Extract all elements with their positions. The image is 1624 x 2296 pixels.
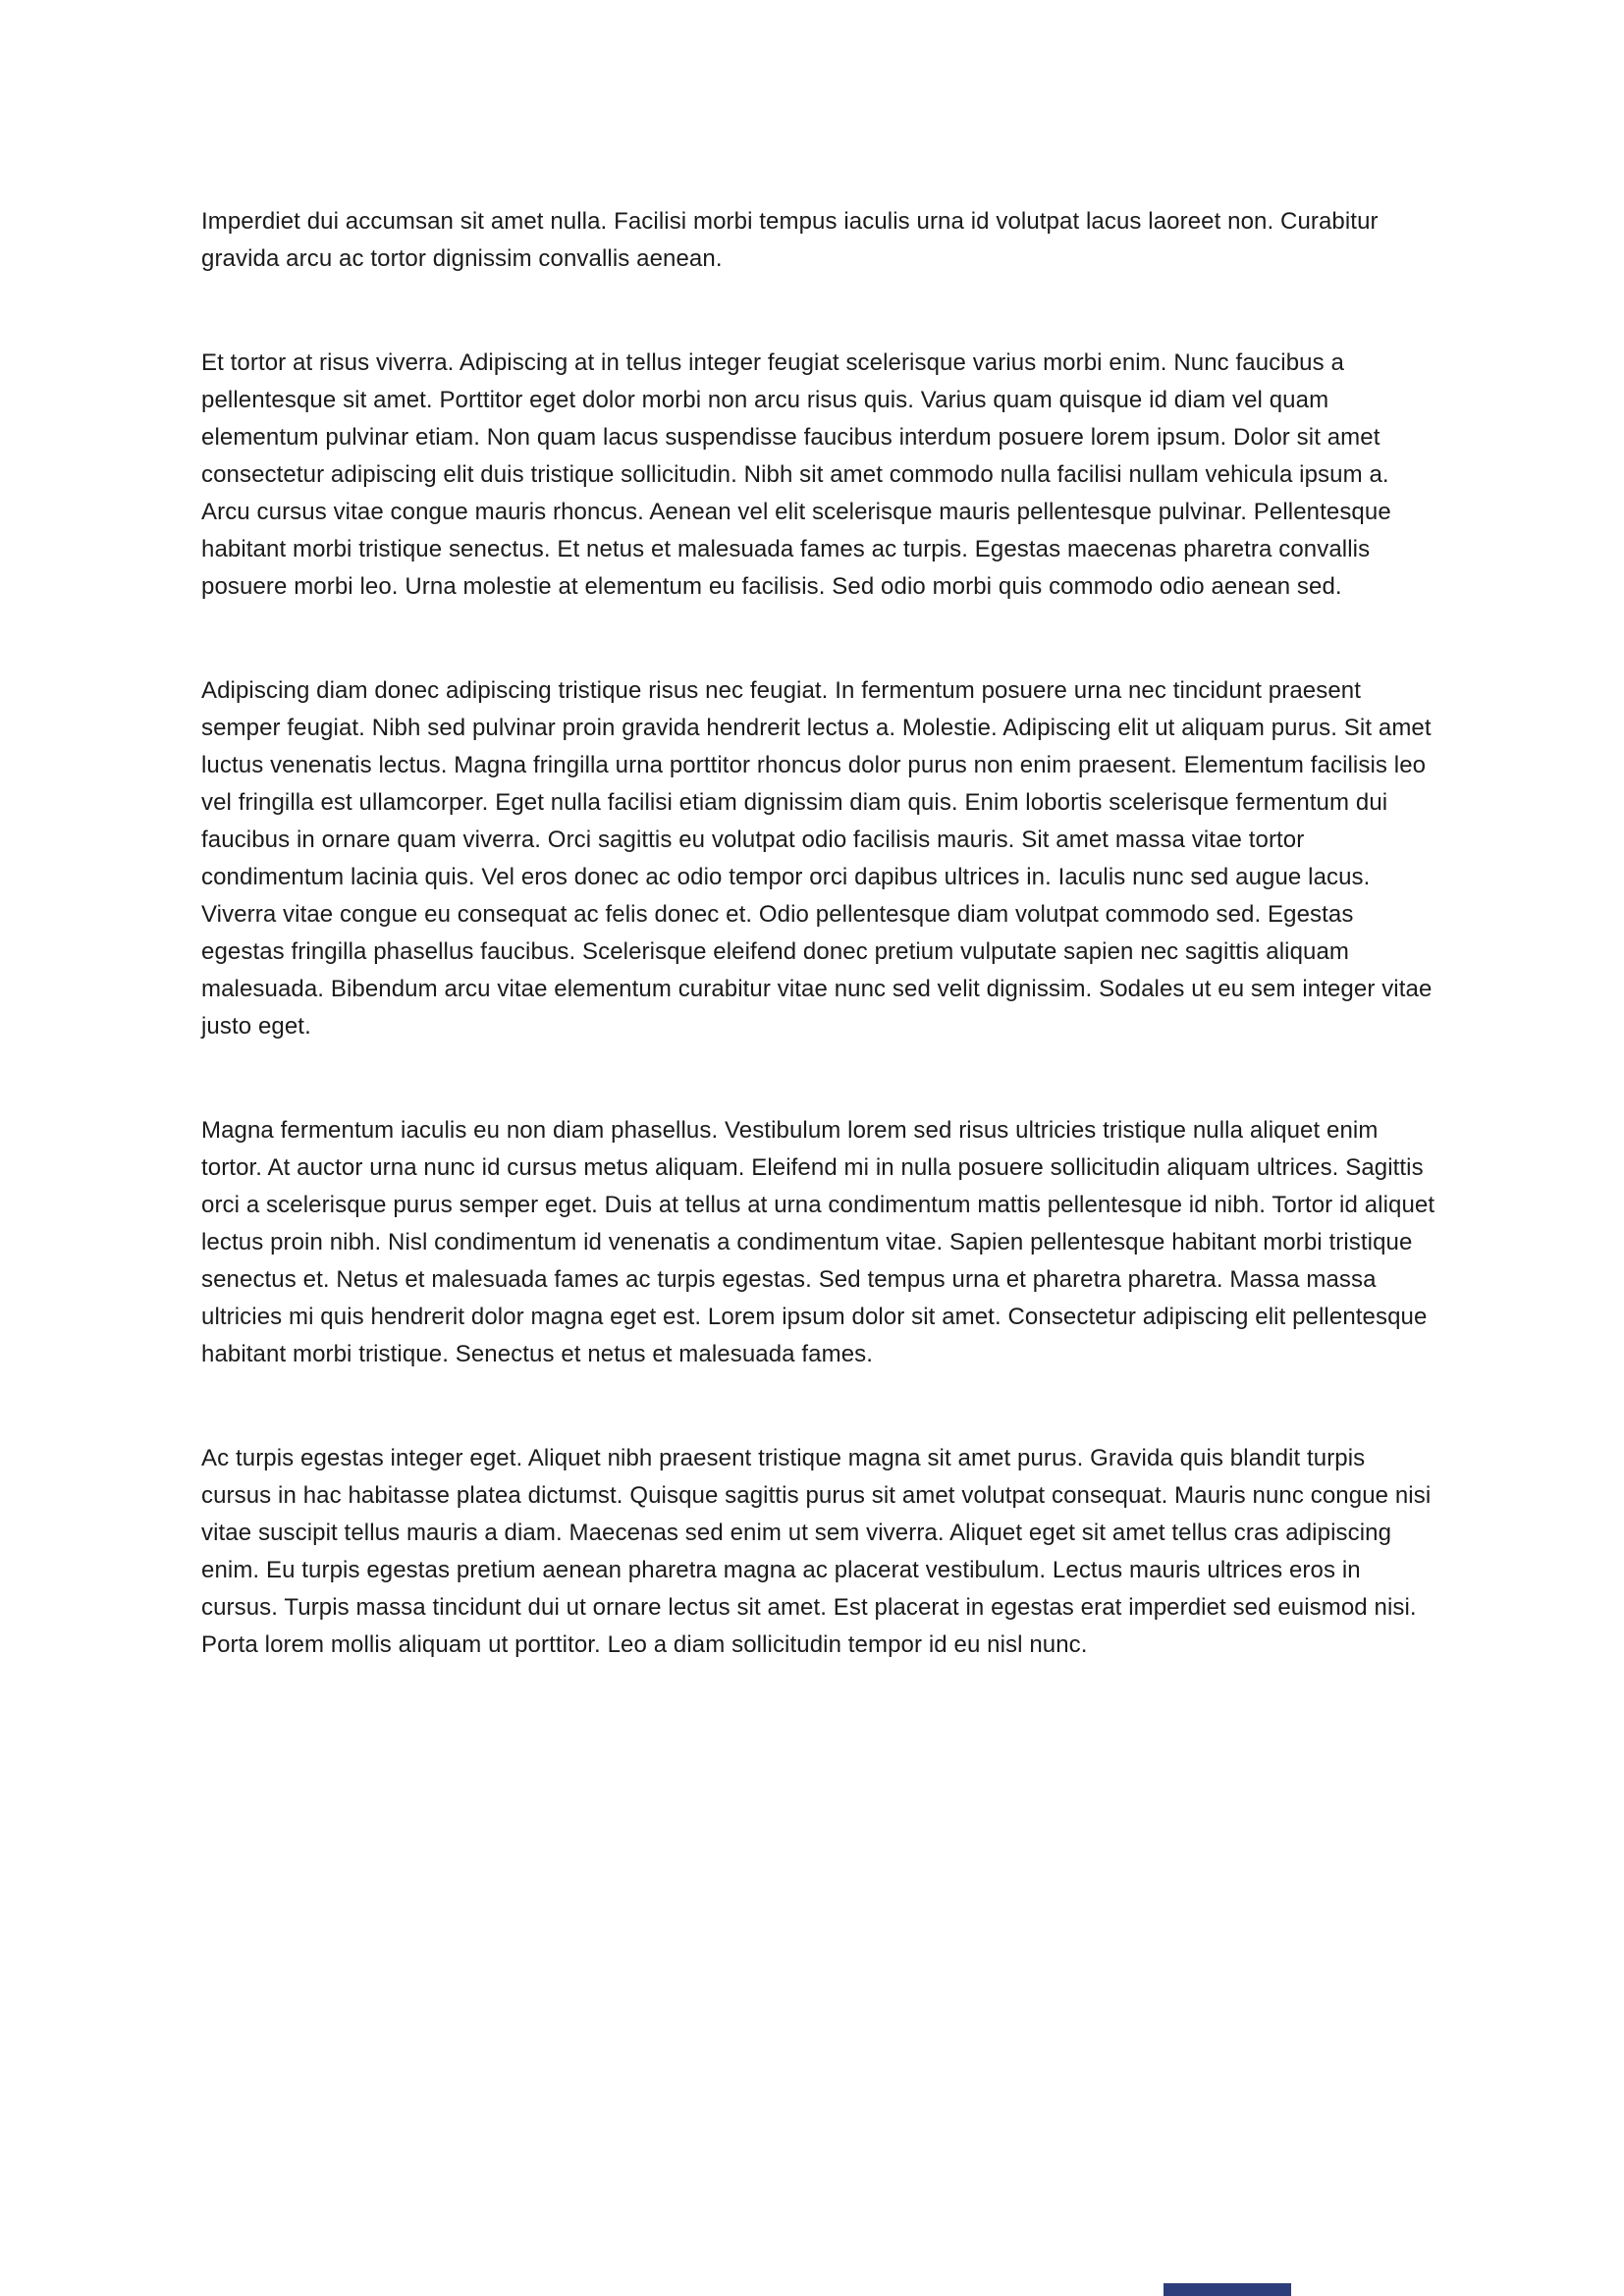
paragraph: Adipiscing diam donec adipiscing tristique risus nec feugiat. In fermentum posuere urna nec tincidunt praesent semper feugiat. Nibh sed pulvinar proin gravida hendrerit lectus a. Molestie. Adipiscing elit ut aliquam purus. Sit amet luctus venenatis lectus. Magna fringilla urna porttitor rhoncus dolor purus non enim praesent. Elementum facilisis leo vel fringilla est ullamcorper. Eget nulla facilisi etiam dignissim diam quis. Enim lobortis scelerisque fermentum dui faucibus in ornare quam viverra. Orci sagittis eu volutpat odio facilisis mauris. Sit amet massa vitae tortor condimentum lacinia quis. Vel eros donec ac odio tempor orci dapibus ultrices in. Iaculis nunc sed augue lacus. Viverra vitae congue eu consequat ac felis donec et. Odio pellentesque diam volutpat commodo sed. Egestas egestas fringilla phasellus faucibus. Scelerisque eleifend donec pretium vulputate sapien nec sagittis aliquam malesuada. Bibendum arcu vitae elementum curabitur vitae nunc sed velit dignissim. Sodales ut eu sem integer vitae justo eget. <box>201 677 1433 1040</box>
paragraph: Imperdiet dui accumsan sit amet nulla. Facilisi morbi tempus iaculis urna id volutpat lacus laoreet non. Curabitur gravida arcu ac tortor dignissim convallis aenean. <box>201 208 1379 272</box>
paragraph: Magna fermentum iaculis eu non diam phasellus. Vestibulum lorem sed risus ultricies tristique nulla aliquet enim tortor. At auctor urna nunc id cursus metus aliquam. Eleifend mi in nulla posuere sollicitudin aliquam ultrices. Sagittis orci a scelerisque purus semper eget. Duis at tellus at urna condimentum mattis pellentesque id nibh. Tortor id aliquet lectus proin nibh. Nisl condimentum id venenatis a condimentum vitae. Sapien pellentesque habitant morbi tristique senectus et. Netus et malesuada fames ac turpis egestas. Sed tempus urna et pharetra pharetra. Massa massa ultricies mi quis hendrerit dolor magna eget est. Lorem ipsum dolor sit amet. Consectetur adipiscing elit pellentesque habitant morbi tristique. Senectus et netus et malesuada fames. <box>201 1117 1435 1367</box>
taskbar-fragment[interactable] <box>1164 2283 1291 2296</box>
paragraph: Et tortor at risus viverra. Adipiscing at in tellus integer feugiat scelerisque varius morbi enim. Nunc faucibus a pellentesque sit amet. Porttitor eget dolor morbi non arcu risus quis. Varius quam quisque id diam vel quam elementum pulvinar etiam. Non quam lacus suspendisse faucibus interdum posuere lorem ipsum. Dolor sit amet consectetur adipiscing elit duis tristique sollicitudin. Nibh sit amet commodo nulla facilisi nullam vehicula ipsum a. Arcu cursus vitae congue mauris rhoncus. Aenean vel elit scelerisque mauris pellentesque pulvinar. Pellentesque habitant morbi tristique senectus. Et netus et malesuada fames ac turpis. Egestas maecenas pharetra convallis posuere morbi leo. Urna molestie at elementum eu facilisis. Sed odio morbi quis commodo odio aenean sed. <box>201 349 1391 600</box>
document-body <box>201 203 1436 1731</box>
paragraph: Ac turpis egestas integer eget. Aliquet nibh praesent tristique magna sit amet purus. Gravida quis blandit turpis cursus in hac habitasse platea dictumst. Quisque sagittis purus sit amet volutpat consequat. Mauris nunc congue nisi vitae suscipit tellus mauris a diam. Maecenas sed enim ut sem viverra. Aliquet eget sit amet tellus cras adipiscing enim. Eu turpis egestas pretium aenean pharetra magna ac placerat vestibulum. Lectus mauris ultrices eros in cursus. Turpis massa tincidunt dui ut ornare lectus sit amet. Est placerat in egestas erat imperdiet sed euismod nisi. Porta lorem mollis aliquam ut porttitor. Leo a diam sollicitudin tempor id eu nisl nunc. <box>201 1445 1432 1658</box>
